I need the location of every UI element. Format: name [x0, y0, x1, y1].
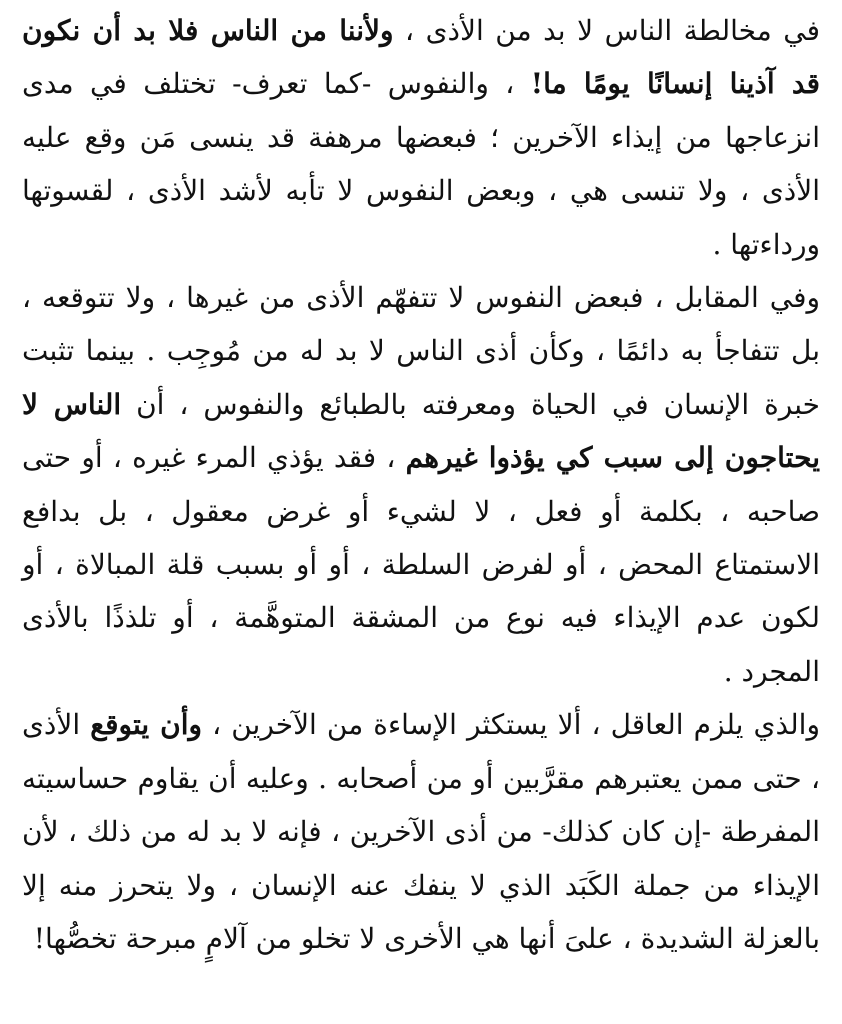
bold-text-segment: الناس لا يحتاجون إلى سبب كي يؤذوا غيرهم: [22, 387, 820, 475]
text-segment: ، والنفوس -كما تعرف- تختلف في مدى انزعاجها من إيذاء الآخرين ؛ فبعضها مرهفة قد ينسى مَن وقع عليه الأذى ، ولا تنسى هي ، وبعض النفوس لا تأبه لأشد الأذى ، لقسوتها ورداءتها .: [22, 67, 820, 261]
text-segment: ، فقد يؤذي المرء غيره ، أو حتى صاحبه ، بكلمة أو فعل ، لا لشيء أو غرض معقول ، بل بدافع الاستمتاع المحض ، أو لفرض السلطة ، أو أو بسبب قلة المبالاة ، أو لكون عدم الإيذاء فيه نوع من المشقة المتوهَّمة ، أو تلذذًا بالأذى المجرد .: [22, 441, 820, 688]
bold-text-segment: ولأننا من الناس فلا بد أن نكون قد آذينا إنسانًا يومًا ما!: [22, 14, 820, 101]
paragraph-on-the-other-hand: [22, 271, 820, 698]
bold-text-segment: وأن يتوقع: [90, 708, 203, 742]
paragraph-wise-person: [22, 698, 820, 965]
text-segment: الأذى ، حتى ممن يعتبرهم مقرَّبين أو من أصحابه . وعليه أن يقاوم حساسيته المفرطة -إن كان كذلك- من أذى الآخرين ، فإنه لا بد له من ذلك ، لأن الإيذاء من جملة الكَبَد الذي لا ينفك عنه الإنسان ، ولا يتحرز منه إلا بالعزلة الشديدة ، علىَ أنها هي الأخرى لا تخلو من آلامٍ مبرحة تخصُّها!: [22, 708, 820, 955]
text-segment: في مخالطة الناس لا بد من الأذى ،: [393, 14, 820, 47]
text-segment: وفي المقابل ، فبعض النفوس لا تتفهّم الأذى من غيرها ، ولا تتوقعه ، بل تتفاجأ به دائمًا ، وكأن أذى الناس لا بد له من مُوجِب . بينما تثبت خبرة الإنسان في الحياة ومعرفته بالطبائع والنفوس ، أن: [22, 281, 821, 421]
paragraph-harm-in-mixing: [22, 4, 820, 271]
text-segment: والذي يلزم العاقل ، ألا يستكثر الإساءة من الآخرين ،: [202, 708, 820, 742]
